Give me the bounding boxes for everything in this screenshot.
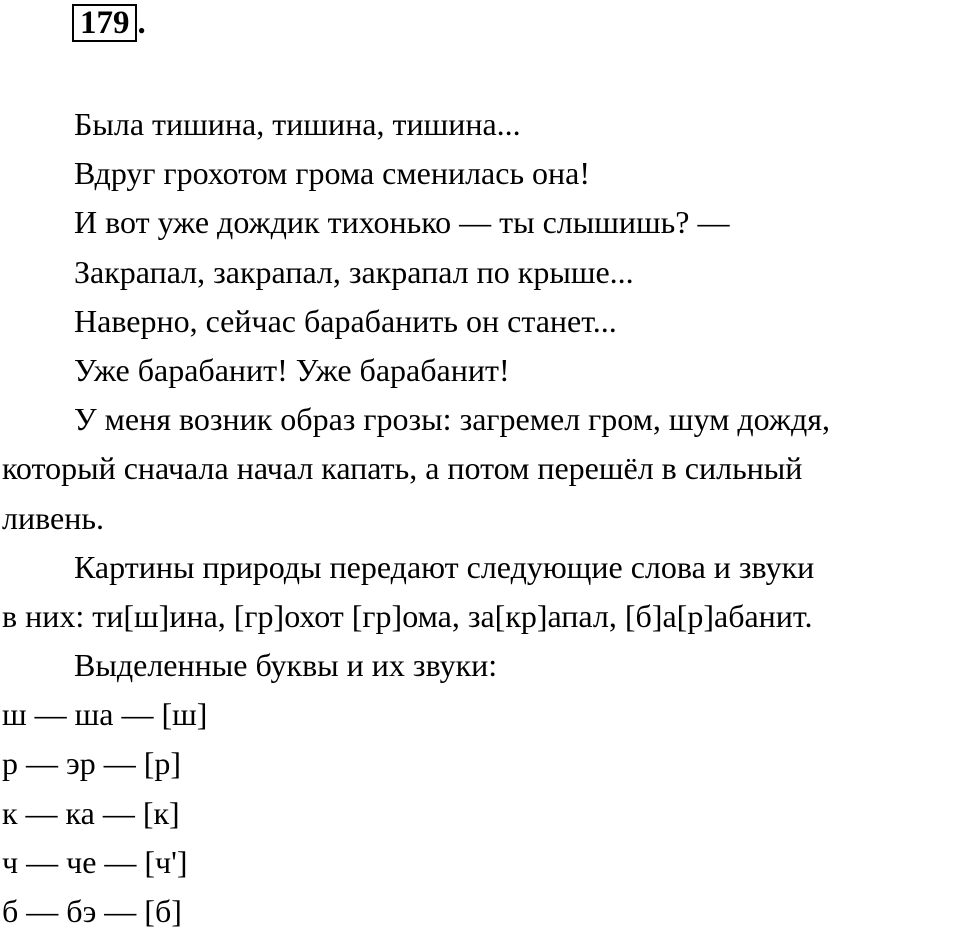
exercise-text [2,100,957,936]
exercise-number [72,4,146,40]
poem-line: Уже барабанит! Уже барабанит! [74,351,510,388]
letter-item: р — эр — [р] [2,745,182,782]
letter-item: к — ка — [к] [2,794,180,831]
answer-paragraph-sounds [2,543,957,641]
paragraph-line: ливень. [2,499,104,536]
poem-line: Закрапал, закрапал, закрапал по крыше... [74,253,634,290]
answer-paragraph-image [2,395,957,543]
letters-list [2,690,957,936]
exercise-number-box: 179 [72,4,137,42]
poem-line: И вот уже дождик тихонько — ты слышишь? — [74,204,730,241]
letters-heading: Выделенные буквы и их звуки: [74,647,498,684]
paragraph-line: в них: ти[ш]ина, [гр]охот [гр]ома, за[кр]апал, [б]а[р]абанит. [2,597,813,634]
poem [2,100,957,395]
letter-item: ш — ша — [ш] [2,696,208,733]
poem-line: Вдруг грохотом грома сменилась она! [74,155,591,192]
paragraph-line: У меня возник образ грозы: загремел гром, шум дождя, [74,401,830,438]
paragraph-line: Картины природы передают следующие слова и звуки [74,548,815,585]
exercise-number-suffix: . [137,5,146,41]
paragraph-line: который сначала начал капать, а потом перешёл в сильный [2,450,803,487]
poem-line: Была тишина, тишина, тишина... [74,106,521,142]
letter-item: ч — че — [ч'] [2,843,188,880]
poem-line: Наверно, сейчас барабанить он станет... [74,302,617,339]
letter-item: б — бэ — [б] [2,893,182,929]
